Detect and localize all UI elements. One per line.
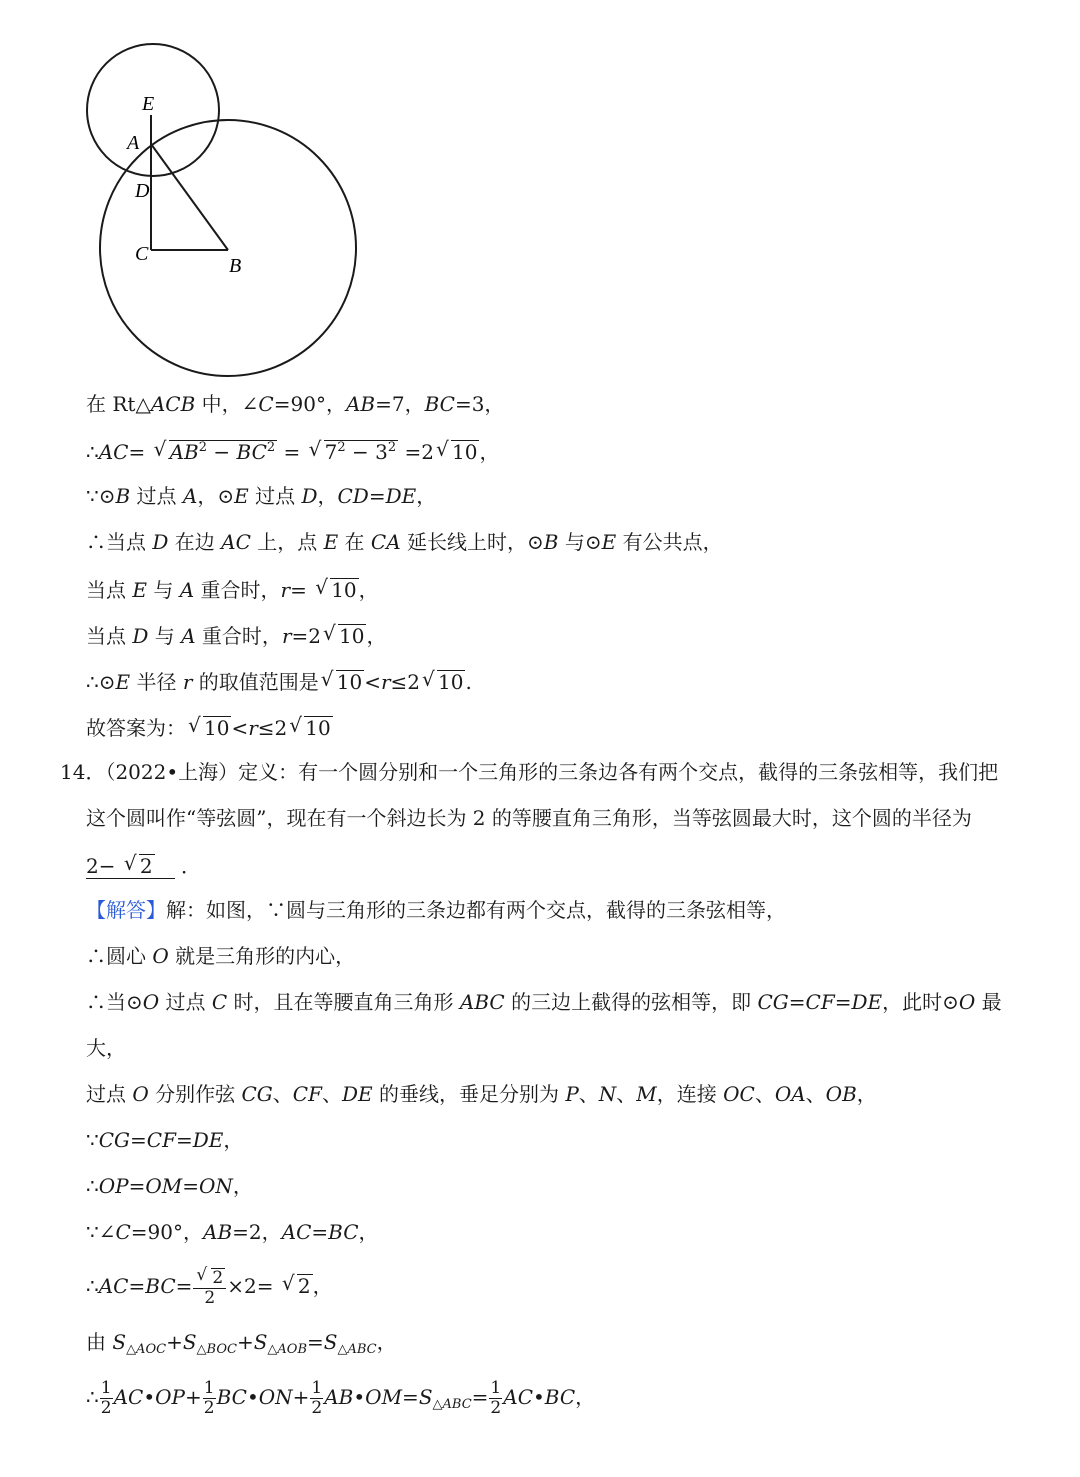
solution-line-1: 【解答】解：如图，∵圆与三角形的三条边都有两个交点，截得的三条弦相等， [86, 898, 786, 922]
problem-14-line-1: 14．（2022•上海）定义：有一个圆分别和一个三角形的三条边各有两个交点，截得的三条弦相等，我们把 [60, 760, 999, 784]
solution-line-7: ∴OP=OM=ON， [86, 1174, 253, 1198]
solution-line-10: 由 $S_{\triangle AOC}+S_{\triangle BOC}+S_{\triangle AOB}=S_{\triangle ABC}$， [86, 1330, 397, 1357]
sqrt-expression: √ $AB^2 - BC^2$ [154, 440, 278, 462]
solution-line-5: 过点 O 分别作弦 CG、CF、DE 的垂线，垂足分别为 P、N、M，连接 OC、OA、OB， [86, 1082, 877, 1106]
fraction: $\frac{1}{2}$ [203, 1378, 215, 1418]
label-b: B [229, 255, 242, 277]
geometry-figure [60, 30, 400, 385]
text-line-1: 在 Rt△ACB 中，∠C=90°，AB=7，BC=3， [86, 392, 505, 416]
solution-line-3: ∴当⊙O 过点 C 时，且在等腰直角三角形 ABC 的三边上截得的弦相等，即 CG=CF=DE，此时⊙O 最 [86, 990, 1002, 1014]
problem-14-line-2: 这个圆叫作“等弦圆”，现在有一个斜边长为 2 的等腰直角三角形，当等弦圆最大时，这个圆的半径为 [86, 806, 972, 830]
sqrt-expression: √ 10 [315, 578, 358, 600]
text-line-4: ∴当点 D 在边 AC 上，点 E 在 CA 延长线上时，⊙B 与⊙E 有公共点， [86, 530, 723, 554]
text-line-7: ∴⊙E 半径 r 的取值范围是√ 10 <r≤2√ 10 . [86, 670, 472, 692]
text-line-8: 故答案为：√ 10 <r≤2√ 10 [86, 716, 333, 738]
solution-line-11: ∴ $\frac{1}{2}$ AC•OP+ $\frac{1}{2}$ BC•ON+ $\frac{1}{2}$ $AB•OM=S_{\triangle ABC}=$ $\frac{1}{2}$ AC•BC， [86, 1378, 596, 1418]
fraction: $\frac{1}{2}$ [311, 1378, 323, 1418]
text-line-3: ∵⊙B 过点 A，⊙E 过点 D，CD=DE， [86, 484, 437, 508]
solution-line-2: ∴圆心 O 就是三角形的内心， [86, 944, 356, 968]
text-line-2: ∴AC= √ $AB^2 - BC^2$ = √ $7^2 - 3^2 =2√$ 10 ， [86, 440, 499, 462]
solution-line-4: 大， [86, 1036, 126, 1060]
fraction: $\frac{1}{2}$ [490, 1378, 502, 1418]
label-c: C [135, 243, 149, 265]
problem-14-answer: 2− √ 2 ． [86, 854, 201, 876]
segment-ab [151, 144, 228, 250]
solution-line-8: ∵∠C=90°，AB=2，AC=BC， [86, 1220, 379, 1244]
sqrt-expression: √ $7^2 - 3^2$ [309, 440, 399, 462]
sqrt-expression: √ 10 [188, 716, 231, 738]
sqrt-expression: √ 10 [422, 670, 465, 692]
sqrt-expression: √ 10 [436, 440, 479, 462]
solution-line-6: ∵CG=CF=DE， [86, 1128, 244, 1152]
label-a: A [127, 132, 140, 154]
text-line-6: 当点 D 与 A 重合时，r=2√ 10 ， [86, 624, 386, 646]
sqrt-expression: √ 10 [289, 716, 332, 738]
answer-blank: 2− √ 2 [86, 854, 175, 879]
label-d: D [135, 180, 150, 202]
sqrt-expression: √ 10 [323, 624, 366, 646]
sqrt-expression: √ 10 [321, 670, 364, 692]
solution-line-9: ∴AC=BC= √ $\frac{2}{2}$ ×2= √ 2 ， [86, 1268, 333, 1307]
solution-tag: 【解答】 [86, 898, 166, 922]
text-line-5: 当点 E 与 A 重合时，r= √ 10 ， [86, 578, 379, 600]
label-e: E [142, 93, 155, 115]
fraction: $\frac{1}{2}$ [100, 1378, 112, 1418]
fraction: √ $\frac{2}{2}$ [193, 1268, 226, 1307]
sqrt-expression: √ 2 [282, 1274, 313, 1296]
